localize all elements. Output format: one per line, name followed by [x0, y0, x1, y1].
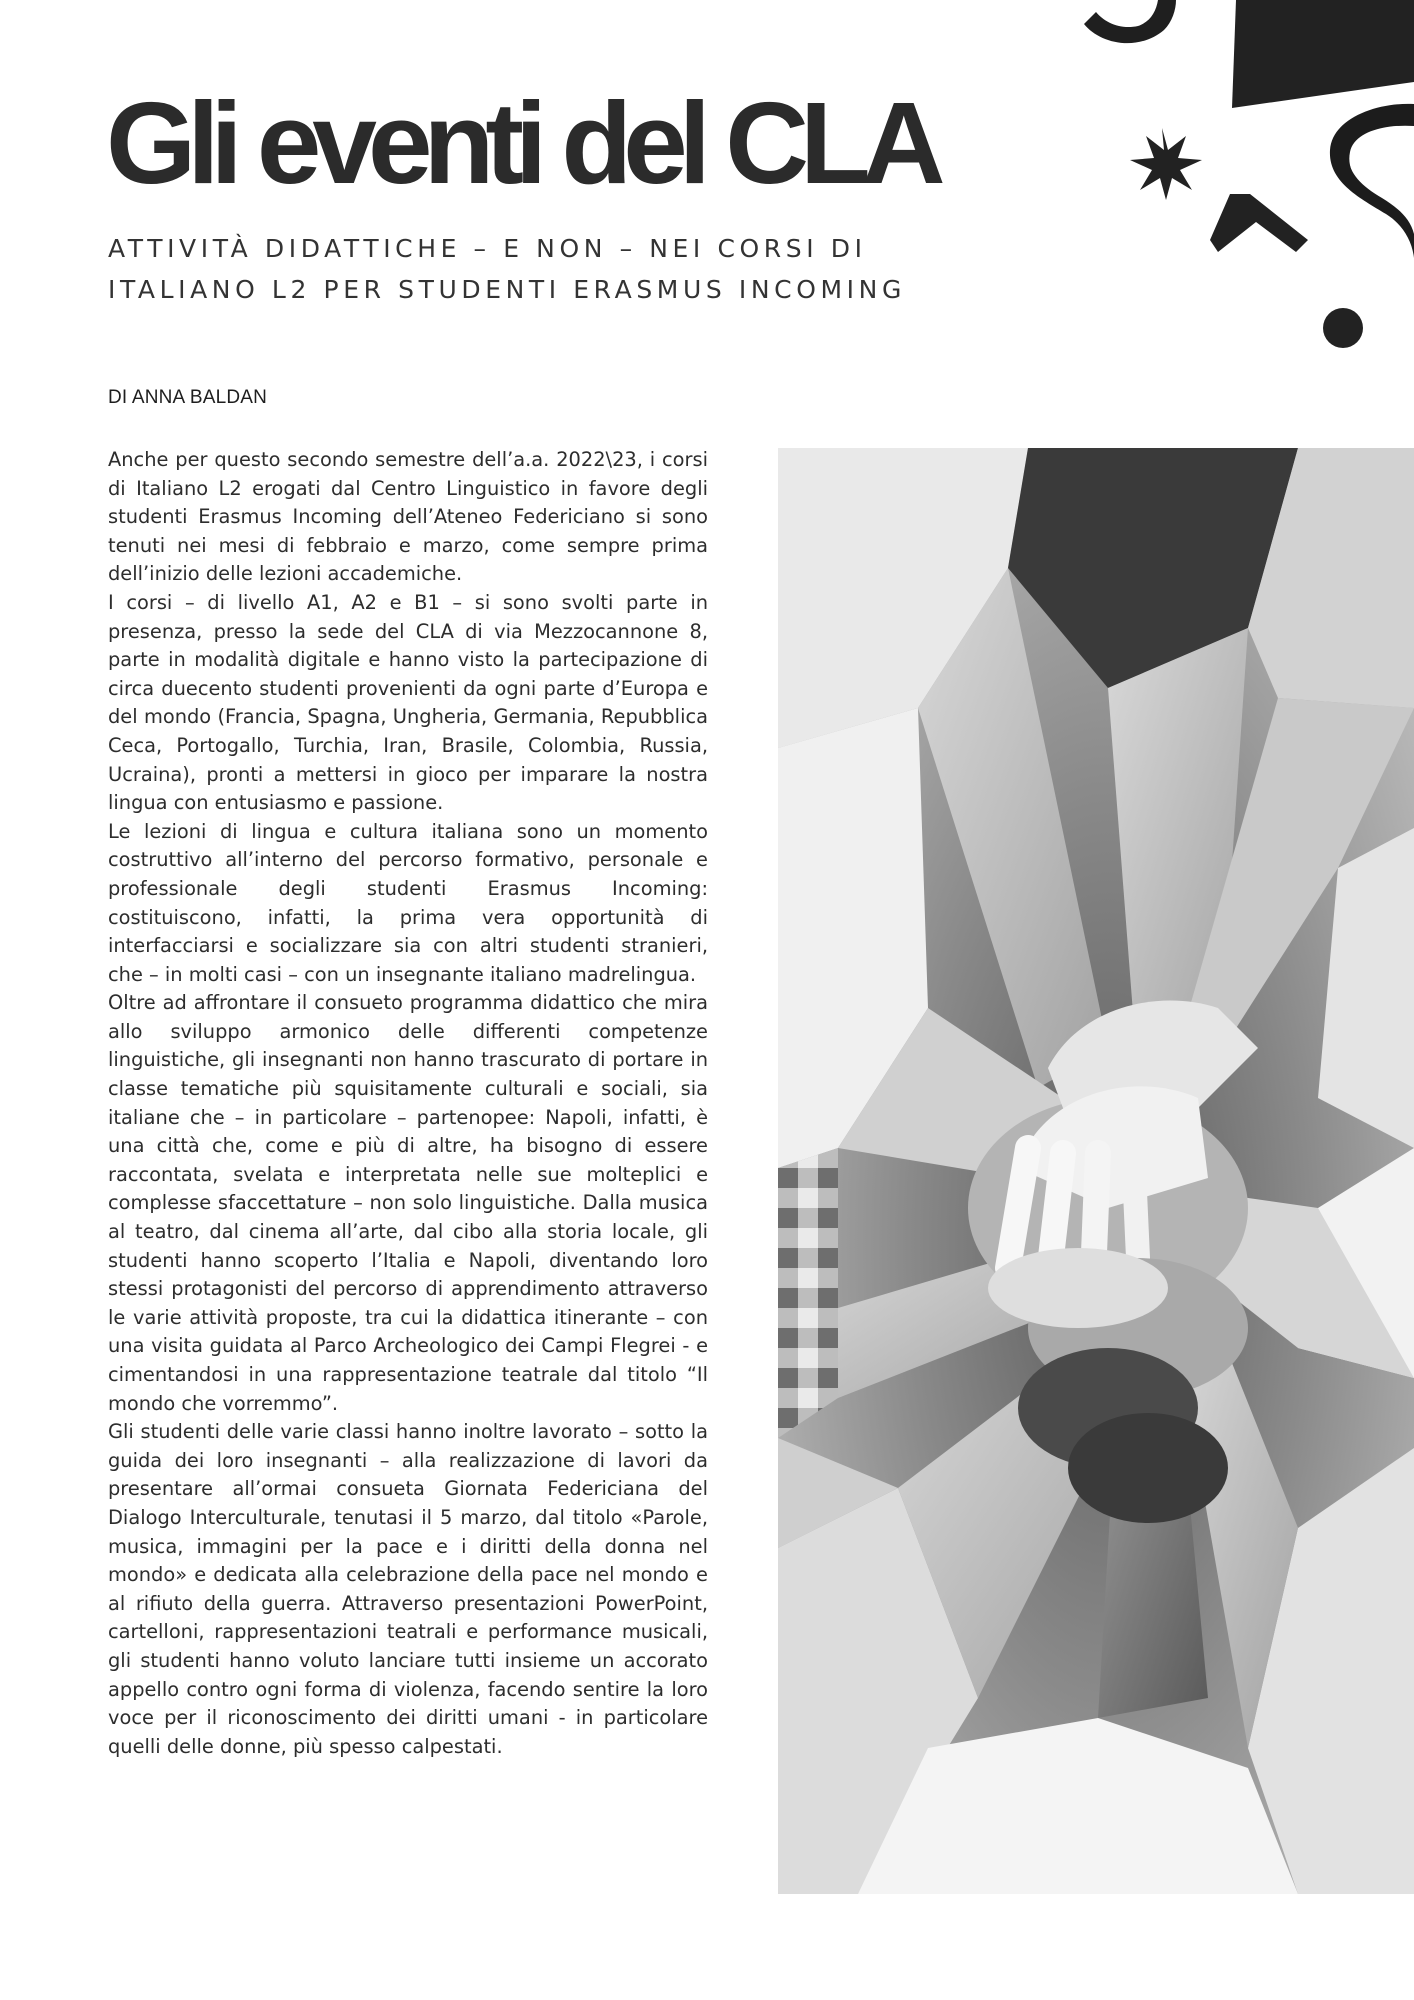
article-paragraph-4: Oltre ad affrontare il consueto programma didattico che mira allo sviluppo armonico delle differenti competenze linguistiche, gli insegnanti non hanno trascurato di portare in classe tematiche più squisitamente culturali e sociali, sia italiane che – in particolare – partenopee: Napoli, infatti, è una città che, come e più di altre, ha bisogno di essere raccontata, svelata e interpretata nelle sue molteplici e complesse sfaccettature – non solo linguistiche. Dalla musica al teatro, dal cinema all’arte, dal cibo alla storia locale, gli studenti hanno scoperto l’Italia e Napoli, diventando loro stessi protagonisti del percorso di apprendimento attraverso le varie attività proposte, tra cui la didattica itinerante – con una visita guidata al Parco Archeologico dei Campi Flegrei - e cimentandosi in una rappresentazione teatrale dal titolo “Il mondo che vorremmo”.	[108, 991, 708, 1415]
article-paragraph-1: Anche per questo secondo semestre dell’a.a. 2022\23, i corsi di Italiano L2 erogati dal Centro Linguistico in favore degli studenti Erasmus Incoming dell’Ateneo Federiciano si sono tenuti nei mesi di febbraio e marzo, come sempre prima dell’inizio delle lezioni accademiche.	[108, 448, 708, 586]
article-body	[108, 446, 708, 1761]
author-byline: DI ANNA BALDAN	[108, 387, 268, 408]
dot-icon	[1323, 308, 1363, 348]
hook-shape-icon	[1084, 0, 1176, 43]
article-paragraph-2: I corsi – di livello A1, A2 e B1 – si sono svolti parte in presenza, presso la sede del CLA di via Mezzocannone 8, parte in modalità digitale e hanno visto la partecipazione di circa duecento studenti provenienti da ogni parte d’Europa e del mondo (Francia, Spagna, Ungheria, Germania, Repubblica Ceca, Portogallo, Turchia, Iran, Brasile, Colombia, Russia, Ucraina), pronti a mettersi in gioco per imparare la nostra lingua con entusiasmo e passione.	[108, 590, 708, 815]
subtitle-line-1: ATTIVITÀ DIDATTICHE – E NON – NEI CORSI DI	[108, 234, 867, 263]
page-subtitle	[108, 228, 1008, 310]
caret-shape-icon	[1210, 194, 1308, 252]
decorative-shapes	[1060, 0, 1414, 360]
stacked-hands-photo	[778, 448, 1414, 1894]
star-icon	[1130, 128, 1202, 200]
page-title: Gli eventi del CLA	[106, 78, 937, 208]
tilted-square-icon	[1232, 0, 1414, 108]
subtitle-line-2: ITALIANO L2 PER STUDENTI ERASMUS INCOMING	[108, 275, 906, 304]
article-paragraph-5: Gli studenti delle varie classi hanno inoltre lavorato – sotto la guida dei loro insegnanti – alla realizzazione di lavori da presentare all’ormai consueta Giornata Federiciana del Dialogo Interculturale, tenutasi il 5 marzo, dal titolo «Parole, musica, immagini per la pace e i diritti della donna nel mondo» e dedicata alla celebrazione della pace nel mondo e al rifiuto della guerra. Attraverso presentazioni PowerPoint, cartelloni, rappresentazioni teatrali e performance musicali, gli studenti hanno voluto lanciare tutti insieme un accorato appello contro ogni forma di violenza, facendo sentire la loro voce per il riconoscimento dei diritti umani - in particolare quelli delle donne, più spesso calpestati.	[108, 1420, 708, 1758]
article-paragraph-3: Le lezioni di lingua e cultura italiana sono un momento costruttivo all’interno del percorso formativo, personale e professionale degli studenti Erasmus Incoming: costituiscono, infatti, la prima vera opportunità di interfacciarsi e socializzare sia con altri studenti stranieri, che – in molti casi – con un insegnante italiano madrelingua.	[108, 819, 708, 986]
